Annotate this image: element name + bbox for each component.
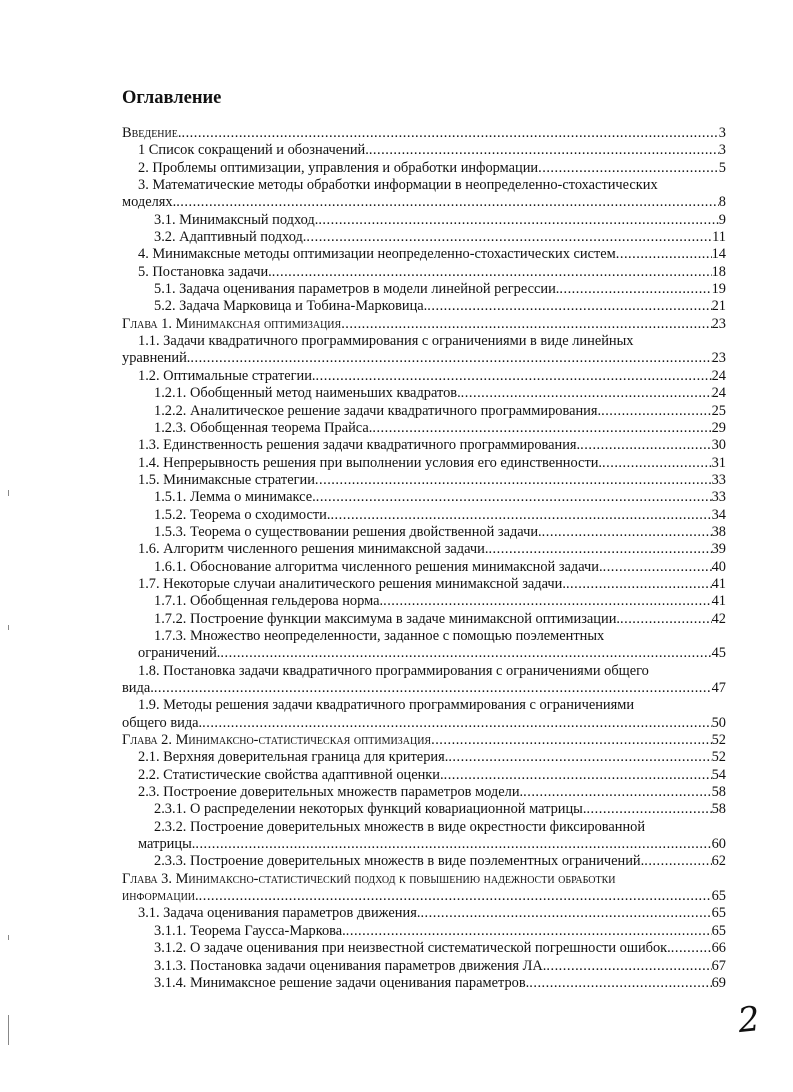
toc-entry-row: [122, 593, 726, 610]
toc-entry[interactable]: [122, 177, 726, 212]
dot-leader: [566, 576, 712, 593]
toc-entry-title-continued: общего вида.: [122, 714, 203, 731]
toc-entry-row: [122, 194, 726, 211]
dot-leader: [372, 420, 711, 437]
toc-entry[interactable]: [122, 593, 726, 610]
dot-leader: [330, 507, 711, 524]
toc-page-number: 66: [711, 940, 726, 957]
dot-leader: [559, 281, 711, 298]
toc-page-number: 45: [711, 645, 726, 662]
toc-entry-title: 2.3.3. Построение доверительных множеств в виде поэлементных ограничений.: [154, 853, 645, 870]
scan-artifact: [8, 935, 9, 940]
dot-leader: [542, 524, 712, 541]
toc-entry-title: 1.4. Непрерывность решения при выполнении условия его единственности.: [138, 454, 603, 471]
toc-entry-row: [122, 732, 726, 749]
toc-entry[interactable]: [122, 749, 726, 766]
toc-entry[interactable]: [122, 819, 726, 854]
toc-page-number: 5: [718, 159, 726, 176]
toc-entry[interactable]: [122, 333, 726, 368]
toc-entry-row: [122, 888, 726, 905]
toc-entry[interactable]: [122, 385, 726, 402]
toc-page-number: 69: [711, 974, 726, 991]
table-of-contents: [122, 125, 726, 992]
toc-entry-title-continued: ограничений.: [138, 645, 221, 662]
dot-leader: [220, 645, 711, 662]
toc-entry-title: 1.7.3. Множество неопределенности, заданное с помощью поэлементных: [154, 627, 605, 644]
toc-page-number: 14: [711, 246, 726, 263]
dot-leader: [671, 940, 712, 957]
dot-leader: [420, 905, 711, 922]
dot-leader: [272, 264, 712, 281]
toc-entry[interactable]: [122, 853, 726, 870]
toc-entry-title: 1.2.3. Обобщенная теорема Прайса.: [154, 419, 373, 436]
toc-entry-title: 3.1. Минимаксный подход.: [154, 211, 319, 228]
toc-entry-row: [122, 264, 726, 281]
toc-entry-title-continued: уравнений.: [122, 350, 191, 367]
toc-entry-title: 2.2. Статистические свойства адаптивной оценки.: [138, 766, 444, 783]
toc-entry[interactable]: [122, 489, 726, 506]
dot-leader: [195, 836, 711, 853]
dot-leader: [601, 403, 712, 420]
toc-entry-title: 2.1. Верхняя доверительная граница для критерия.: [138, 749, 449, 766]
scan-artifact: [8, 1015, 9, 1045]
toc-entry-row: [122, 385, 726, 402]
toc-entry[interactable]: [122, 732, 726, 749]
toc-page-number: 62: [711, 853, 726, 870]
toc-entry-title: 1.5.2. Теорема о сходимости.: [154, 506, 331, 523]
toc-page-number: 8: [718, 194, 726, 211]
dot-leader: [383, 593, 712, 610]
toc-entry-title: 1.6.1. Обоснование алгоритма численного решения минимаксной задачи.: [154, 558, 603, 575]
toc-page-number: 34: [711, 506, 726, 523]
toc-page-number: 39: [711, 541, 726, 558]
toc-entry[interactable]: [122, 940, 726, 957]
toc-entry-title: 2.3.1. О распределении некоторых функций ковариационной матрицы.: [154, 801, 587, 818]
toc-page-number: 23: [711, 315, 726, 332]
toc-entry-title: 1.5.1. Лемма о минимаксе.: [154, 489, 316, 506]
toc-page-number: 3: [718, 142, 726, 159]
dot-leader: [316, 368, 712, 385]
toc-entry-row: [122, 142, 726, 159]
toc-page-number: 40: [711, 558, 726, 575]
toc-entry-title: 3.1.3. Постановка задачи оценивания параметров движения ЛА.: [154, 957, 547, 974]
toc-entry[interactable]: [122, 975, 726, 992]
toc-entry-row: [122, 437, 726, 454]
toc-entry-row: [122, 316, 726, 333]
toc-page-number: 24: [711, 385, 726, 402]
toc-entry-row: [122, 281, 726, 298]
toc-entry[interactable]: [122, 472, 726, 489]
toc-entry[interactable]: [122, 316, 726, 333]
dot-leader: [448, 749, 711, 766]
toc-entry-title: 1.2.1. Обобщенный метод наименьших квадратов.: [154, 385, 461, 402]
toc-entry[interactable]: [122, 524, 726, 541]
toc-page-number: 30: [711, 437, 726, 454]
toc-entry-row: [122, 940, 726, 957]
toc-page-number: 58: [711, 784, 726, 801]
toc-entry-title: Введение.: [122, 125, 182, 141]
dot-leader: [620, 611, 712, 628]
dot-leader: [529, 975, 711, 992]
toc-entry-row: [122, 611, 726, 628]
dot-leader: [346, 923, 712, 940]
toc-page-number: 3: [718, 125, 726, 141]
toc-page-number: 52: [711, 749, 726, 766]
toc-entry[interactable]: [122, 784, 726, 801]
toc-entry[interactable]: [122, 663, 726, 698]
toc-entry-row: [122, 767, 726, 784]
dot-leader: [199, 888, 712, 905]
toc-page-number: 18: [711, 263, 726, 280]
dot-leader: [523, 784, 711, 801]
toc-entry-title-continued: моделях.: [122, 194, 177, 211]
toc-entry-row: [122, 645, 726, 662]
toc-entry-title: 2.3. Построение доверительных множеств параметров модели.: [138, 784, 524, 801]
toc-entry-row: [122, 905, 726, 922]
toc-page-number: 65: [711, 905, 726, 922]
toc-entry-row: [122, 923, 726, 940]
toc-entry-title: 3.1. Задача оценивания параметров движения.: [138, 905, 421, 922]
toc-page-number: 21: [711, 298, 726, 315]
toc-page-number: 25: [711, 402, 726, 419]
toc-entry[interactable]: [122, 455, 726, 472]
toc-entry-row: [122, 507, 726, 524]
toc-entry-row: [122, 489, 726, 506]
page-title: Оглавление: [122, 88, 222, 108]
toc-entry-title: 4. Минимаксные методы оптимизации неопределенно-стохастических систем: [138, 246, 616, 263]
toc-entry-title: 1.9. Методы решения задачи квадратичного программирования с ограничениями: [138, 697, 635, 714]
toc-entry[interactable]: [122, 628, 726, 663]
toc-entry-title: 5. Постановка задачи.: [138, 263, 272, 280]
toc-entry-title: 1.7. Некоторые случаи аналитического решения минимаксной задачи.: [138, 575, 566, 592]
toc-page-number: 42: [711, 610, 726, 627]
handwritten-page-number: 2: [735, 998, 762, 1042]
toc-entry-title: 3.1.1. Теорема Гаусса-Маркова.: [154, 922, 346, 939]
toc-entry-title-continued: матрицы.: [138, 836, 196, 853]
toc-entry-title: 2.3.2. Построение доверительных множеств в виде окрестности фиксированной: [154, 818, 646, 835]
toc-entry-row: [122, 576, 726, 593]
toc-entry[interactable]: [122, 125, 726, 142]
toc-entry-row: [122, 975, 726, 992]
toc-page-number: 54: [711, 766, 726, 783]
dot-leader: [602, 455, 712, 472]
toc-entry-row: [122, 680, 726, 697]
scan-artifact: [8, 490, 9, 496]
toc-page-number: 67: [711, 957, 726, 974]
toc-entry[interactable]: [122, 142, 726, 159]
toc-entry[interactable]: [122, 559, 726, 576]
dot-leader: [444, 767, 712, 784]
toc-entry[interactable]: [122, 905, 726, 922]
toc-entry-title: 1.5. Минимаксные стратегии: [138, 471, 315, 488]
toc-entry[interactable]: [122, 281, 726, 298]
toc-entry[interactable]: [122, 697, 726, 732]
toc-page-number: 9: [718, 211, 726, 228]
toc-entry-row: [122, 559, 726, 576]
dot-leader: [427, 298, 711, 315]
dot-leader: [488, 541, 711, 558]
toc-entry[interactable]: [122, 212, 726, 229]
toc-page-number: 60: [711, 836, 726, 853]
toc-entry-row: [122, 853, 726, 870]
toc-page-number: 33: [711, 471, 726, 488]
toc-entry-row: [122, 836, 726, 853]
toc-entry-title: 3. Математические методы обработки информации в неопределенно-стохастических: [138, 177, 658, 194]
toc-page-number: 11: [712, 229, 726, 246]
toc-entry-title-continued: информации.: [122, 888, 199, 905]
dot-leader: [181, 125, 718, 142]
dot-leader: [316, 489, 712, 506]
toc-entry[interactable]: [122, 923, 726, 940]
dot-leader: [202, 715, 711, 732]
toc-page-number: 19: [711, 281, 726, 298]
toc-page-number: 24: [711, 367, 726, 384]
toc-entry-title-continued: вида.: [122, 680, 154, 696]
dot-leader: [341, 316, 711, 333]
toc-entry-title: 1.7.2. Построение функции максимума в задаче минимаксной оптимизации.: [154, 610, 621, 627]
toc-entry-row: [122, 524, 726, 541]
toc-entry-row: [122, 420, 726, 437]
toc-entry-row: [122, 541, 726, 558]
toc-page-number: 47: [711, 680, 726, 696]
toc-page-number: 38: [711, 523, 726, 540]
toc-entry-title: 1.8. Постановка задачи квадратичного программирования с ограничениями общего: [138, 662, 649, 679]
toc-entry-title: Глава 3. Минимаксно-статистический подход к повышению надежности обработки: [122, 870, 616, 887]
toc-entry[interactable]: [122, 229, 726, 246]
toc-entry-title: 5.2. Задача Марковица и Тобина-Марковица.: [154, 298, 428, 315]
toc-page-number: 65: [711, 888, 726, 905]
toc-entry[interactable]: [122, 767, 726, 784]
dot-leader: [586, 801, 711, 818]
toc-entry-title: 1.5.3. Теорема о существовании решения двойственной задачи.: [154, 523, 542, 540]
toc-entry-title: Глава 2. Минимаксно-статистическая оптимизация: [122, 732, 432, 749]
dot-leader: [538, 160, 719, 177]
toc-entry-title: 1 Список сокращений и обозначений.: [138, 142, 369, 159]
dot-leader: [644, 853, 711, 870]
dot-leader: [315, 472, 712, 489]
toc-page-number: 23: [711, 350, 726, 367]
toc-entry-title: 1.1. Задачи квадратичного программирования с ограничениями в виде линейных: [138, 333, 634, 350]
toc-entry-row: [122, 298, 726, 315]
toc-entry[interactable]: [122, 437, 726, 454]
toc-entry[interactable]: [122, 264, 726, 281]
toc-entry[interactable]: [122, 576, 726, 593]
toc-entry[interactable]: [122, 160, 726, 177]
toc-page-number: 29: [711, 419, 726, 436]
toc-entry[interactable]: [122, 368, 726, 385]
toc-entry-row: [122, 472, 726, 489]
toc-entry-row: [122, 125, 726, 142]
dot-leader: [546, 958, 711, 975]
toc-page-number: 50: [711, 714, 726, 731]
dot-leader: [306, 229, 712, 246]
toc-entry-row: [122, 801, 726, 818]
toc-page-number: 65: [711, 922, 726, 939]
dot-leader: [580, 437, 711, 454]
toc-entry[interactable]: [122, 871, 726, 906]
toc-entry-title: Глава 1. Минимаксная оптимизация: [122, 315, 342, 332]
toc-entry-row: [122, 246, 726, 263]
toc-entry-row: [122, 212, 726, 229]
dot-leader: [318, 212, 718, 229]
toc-page-number: 41: [711, 575, 726, 592]
dot-leader: [190, 350, 711, 367]
scan-artifact: [8, 625, 9, 630]
toc-entry[interactable]: [122, 958, 726, 975]
dot-leader: [461, 385, 712, 402]
toc-entry[interactable]: [122, 403, 726, 420]
toc-entry[interactable]: [122, 507, 726, 524]
toc-entry-row: [122, 160, 726, 177]
toc-entry-title: 2. Проблемы оптимизации, управления и обработки информации: [138, 159, 539, 176]
dot-leader: [431, 732, 712, 749]
toc-entry-title: 3.2. Адаптивный подход.: [154, 229, 307, 246]
dot-leader: [616, 246, 712, 263]
toc-entry[interactable]: [122, 541, 726, 558]
toc-entry-title: 1.3. Единственность решения задачи квадратичного программирования.: [138, 437, 581, 454]
toc-entry-row: [122, 455, 726, 472]
toc-entry-title: 3.1.2. О задаче оценивания при неизвестной систематической погрешности ошибок.: [154, 940, 671, 957]
toc-entry[interactable]: [122, 801, 726, 818]
toc-entry-row: [122, 403, 726, 420]
toc-entry-title: 3.1.4. Минимаксное решение задачи оценивания параметров.: [154, 974, 530, 991]
toc-entry-row: [122, 368, 726, 385]
toc-entry[interactable]: [122, 611, 726, 628]
toc-entry-row: [122, 958, 726, 975]
toc-entry-title: 1.6. Алгоритм численного решения минимаксной задачи.: [138, 541, 489, 558]
toc-entry-row: [122, 749, 726, 766]
toc-page-number: 31: [711, 454, 726, 471]
dot-leader: [369, 142, 719, 159]
toc-page-number: 52: [711, 732, 726, 749]
toc-entry[interactable]: [122, 298, 726, 315]
toc-page-number: 58: [711, 801, 726, 818]
dot-leader: [603, 559, 712, 576]
toc-page-number: 33: [711, 489, 726, 506]
toc-entry-row: [122, 715, 726, 732]
dot-leader: [154, 680, 712, 697]
toc-page-number: 41: [711, 593, 726, 610]
toc-entry[interactable]: [122, 420, 726, 437]
toc-entry-row: [122, 350, 726, 367]
toc-entry-title: 1.7.1. Обобщенная гельдерова норма.: [154, 593, 384, 610]
toc-entry[interactable]: [122, 246, 726, 263]
toc-entry-row: [122, 784, 726, 801]
toc-entry-title: 1.2.2. Аналитическое решение задачи квадратичного программирования.: [154, 402, 602, 419]
dot-leader: [176, 194, 719, 211]
toc-entry-title: 5.1. Задача оценивания параметров в модели линейной регрессии.: [154, 281, 560, 298]
toc-entry-title: 1.2. Оптимальные стратегии.: [138, 367, 316, 384]
toc-entry-row: [122, 229, 726, 246]
